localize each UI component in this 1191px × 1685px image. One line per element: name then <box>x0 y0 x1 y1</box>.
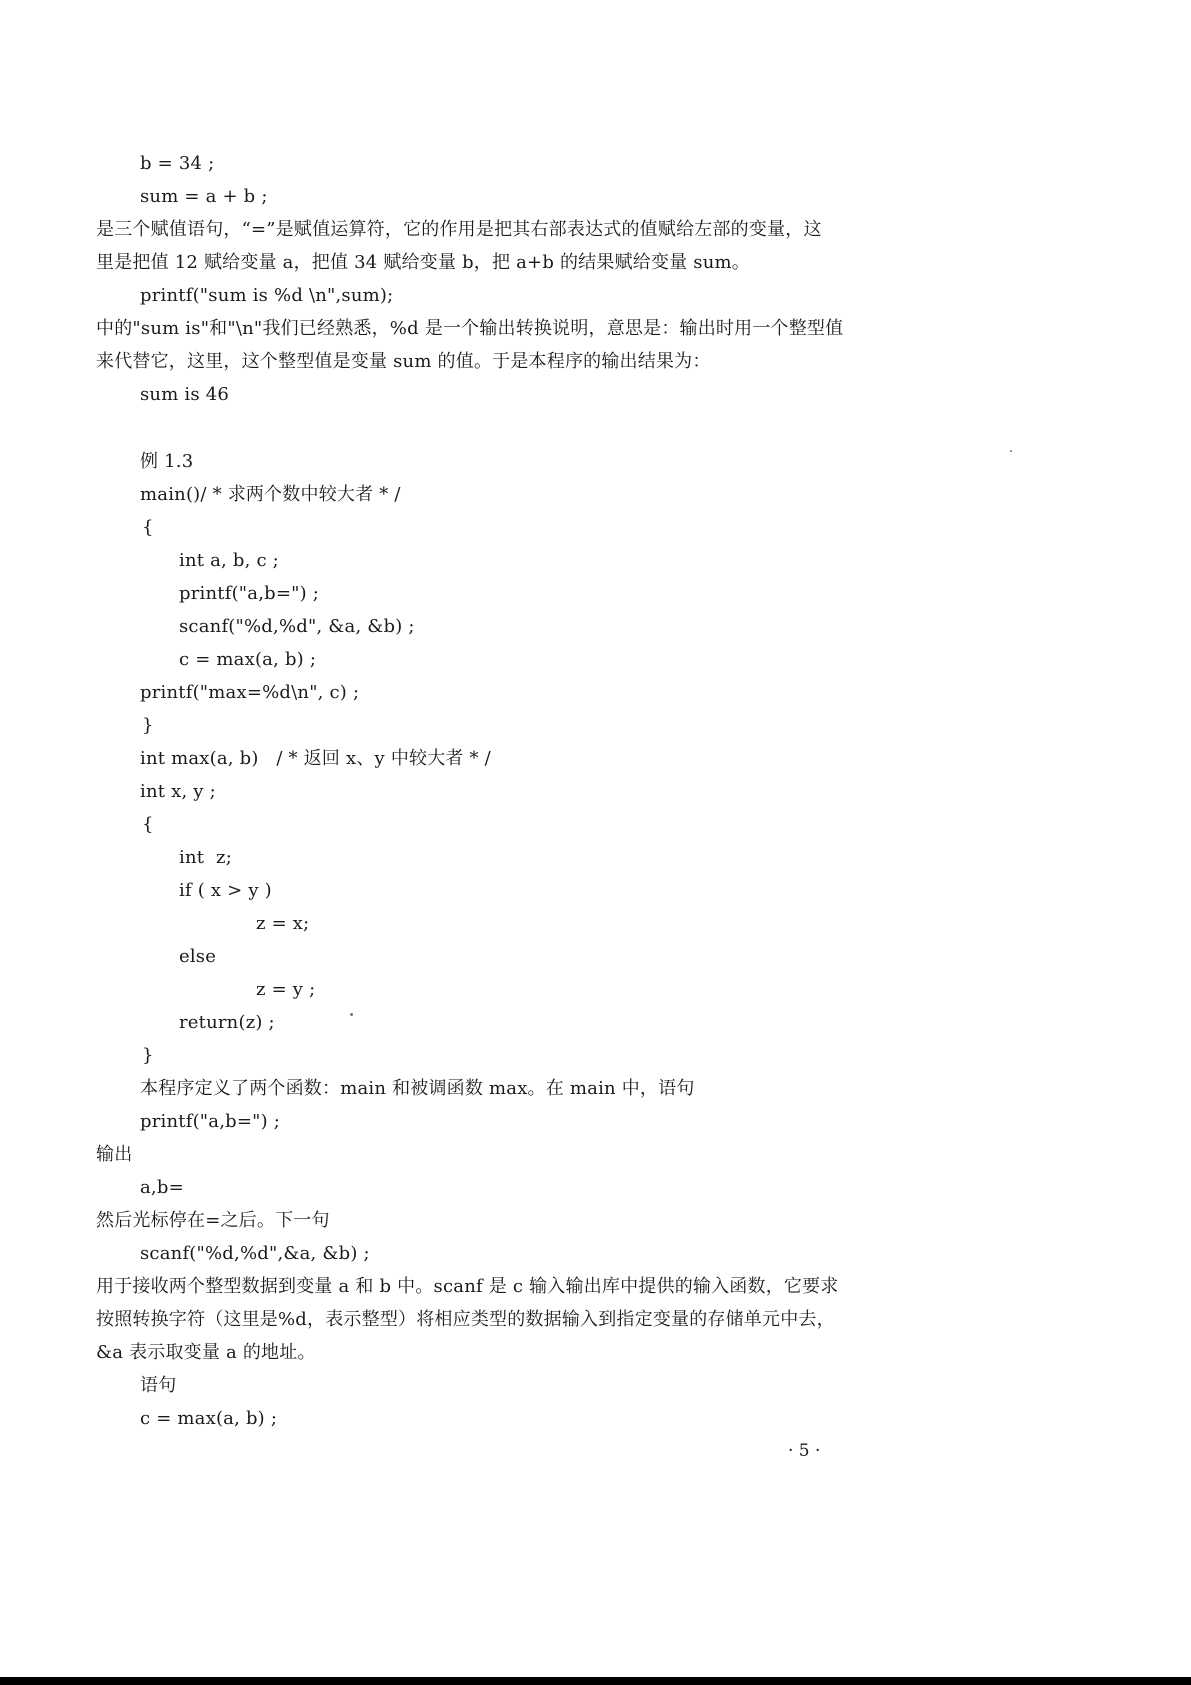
text-line: 里是把值 12 赋给变量 a，把值 34 赋给变量 b，把 a+b 的结果赋给变量 sum。 <box>96 252 750 273</box>
text-line: 用于接收两个整型数据到变量 a 和 b 中。scanf 是 c 输入输出库中提供的输入函数，它要求 <box>96 1276 839 1297</box>
text-line: int max(a, b) / * 返回 x、y 中较大者 * / <box>140 748 491 769</box>
text-line: b = 34 ; <box>140 153 215 174</box>
text-line: printf("a,b=") ; <box>140 1111 281 1132</box>
text-line: 然后光标停在=之后。下一句 <box>96 1210 330 1231</box>
text-line: c = max(a, b) ; <box>179 649 317 670</box>
text-line: a,b= <box>140 1177 184 1198</box>
text-line: sum = a + b ; <box>140 186 268 207</box>
text-line: 输出 <box>96 1144 133 1165</box>
text-line: if ( x > y ) <box>179 880 272 901</box>
text-line: main()/ * 求两个数中较大者 * / <box>140 484 401 505</box>
scan-edge <box>0 1677 1191 1685</box>
text-line: { <box>142 814 154 835</box>
text-line: printf("a,b=") ; <box>179 583 320 604</box>
text-line: printf("max=%d\n", c) ; <box>140 682 360 703</box>
text-line: 语句 <box>140 1375 177 1396</box>
scan-speck <box>1010 450 1012 452</box>
text-line: return(z) ; <box>179 1012 275 1033</box>
text-line: &a 表示取变量 a 的地址。 <box>96 1342 316 1363</box>
text-line: c = max(a, b) ; <box>140 1408 278 1429</box>
text-line: } <box>142 1045 154 1066</box>
text-line: } <box>142 715 154 736</box>
text-line: 来代替它，这里，这个整型值是变量 sum 的值。于是本程序的输出结果为： <box>96 351 711 372</box>
text-line: int a, b, c ; <box>179 550 279 571</box>
text-line: int z; <box>179 847 232 868</box>
page-number: · 5 · <box>788 1441 821 1461</box>
text-line: printf("sum is %d \n",sum); <box>140 285 394 306</box>
text-line: 例 1.3 <box>140 451 194 472</box>
text-line: 本程序定义了两个函数：main 和被调函数 max。在 main 中，语句 <box>140 1078 695 1099</box>
text-line: 按照转换字符（这里是%d，表示整型）将相应类型的数据输入到指定变量的存储单元中去， <box>96 1309 835 1330</box>
text-line: int x, y ; <box>140 781 216 802</box>
text-line: z = y ; <box>256 979 316 1000</box>
scan-speck <box>350 1013 353 1016</box>
text-line: { <box>142 517 154 538</box>
text-line: 是三个赋值语句，“=”是赋值运算符，它的作用是把其右部表达式的值赋给左部的变量，这 <box>96 219 822 240</box>
text-line: sum is 46 <box>140 384 230 405</box>
text-line: scanf("%d,%d", &a, &b) ; <box>179 616 415 637</box>
text-line: else <box>179 946 217 967</box>
text-line: scanf("%d,%d",&a, &b) ; <box>140 1243 370 1264</box>
text-line: z = x; <box>256 913 310 934</box>
text-line: 中的"sum is"和"\n"我们已经熟悉，%d 是一个输出转换说明，意思是：输出时用一个整型值 <box>96 318 844 339</box>
